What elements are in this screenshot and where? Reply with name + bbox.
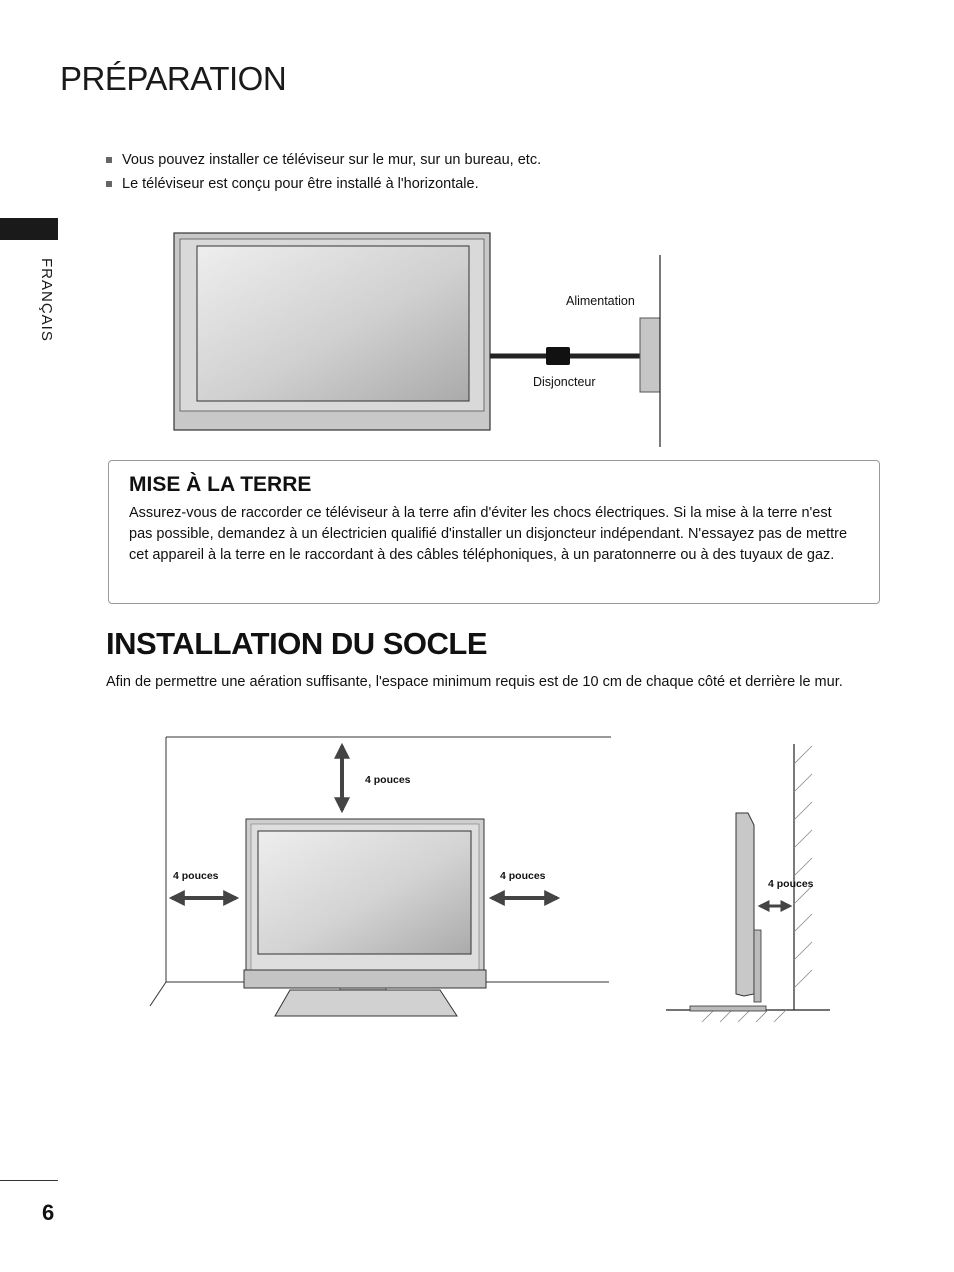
- intro-bullet-list: [106, 148, 541, 196]
- right-clearance-label: 4 pouces: [500, 870, 546, 882]
- wall-hatching: [794, 744, 812, 1010]
- square-bullet-icon: [106, 181, 112, 187]
- tv-side-icon: [690, 813, 766, 1011]
- list-item: [106, 148, 541, 172]
- back-clearance-label: 4 pouces: [768, 878, 814, 890]
- grounding-notice-box: [108, 460, 880, 604]
- left-clearance-label: 4 pouces: [173, 870, 219, 882]
- square-bullet-icon: [106, 157, 112, 163]
- stand-section-title: INSTALLATION DU SOCLE: [106, 626, 487, 661]
- tv-power-illustration: [160, 225, 680, 455]
- tv-with-stand-icon: [244, 819, 486, 1016]
- power-cord-icon: [490, 347, 640, 365]
- stand-section-text: Afin de permettre une aération suffisante, l'espace minimum requis est de 10 cm de chaque côté et derrière le mur.: [106, 674, 843, 690]
- page-number: 6: [42, 1200, 55, 1225]
- bullet-text: Vous pouvez installer ce téléviseur sur le mur, sur un bureau, etc.: [122, 152, 542, 168]
- wall-outlet-icon: [640, 318, 660, 392]
- language-label: FRANÇAIS: [38, 258, 55, 342]
- language-tab-marker: [0, 218, 58, 240]
- tv-front-icon: [174, 233, 490, 430]
- grounding-text: Assurez-vous de raccorder ce téléviseur à la terre afin d'éviter les chocs électriques. Si la mise à la terre n'est pas possible, demandez à un électricien qualifié d'installer un disjoncteur indépendant. N'essayez pas de mettre cet appareil à la terre en le raccordant à des câbles téléphoniques, à un paratonnerre ou à des tuyaux de gaz.: [129, 505, 848, 563]
- list-item: [106, 172, 541, 196]
- page-title: PRÉPARATION: [60, 60, 287, 97]
- floor-hatching: [666, 1010, 830, 1022]
- bullet-text: Le téléviseur est conçu pour être installé à l'horizontale.: [122, 176, 479, 192]
- breaker-label: Disjoncteur: [533, 375, 596, 389]
- footer-divider: [0, 1180, 58, 1181]
- top-clearance-label: 4 pouces: [365, 774, 411, 786]
- power-label: Alimentation: [566, 294, 635, 308]
- grounding-title: MISE À LA TERRE: [129, 473, 312, 496]
